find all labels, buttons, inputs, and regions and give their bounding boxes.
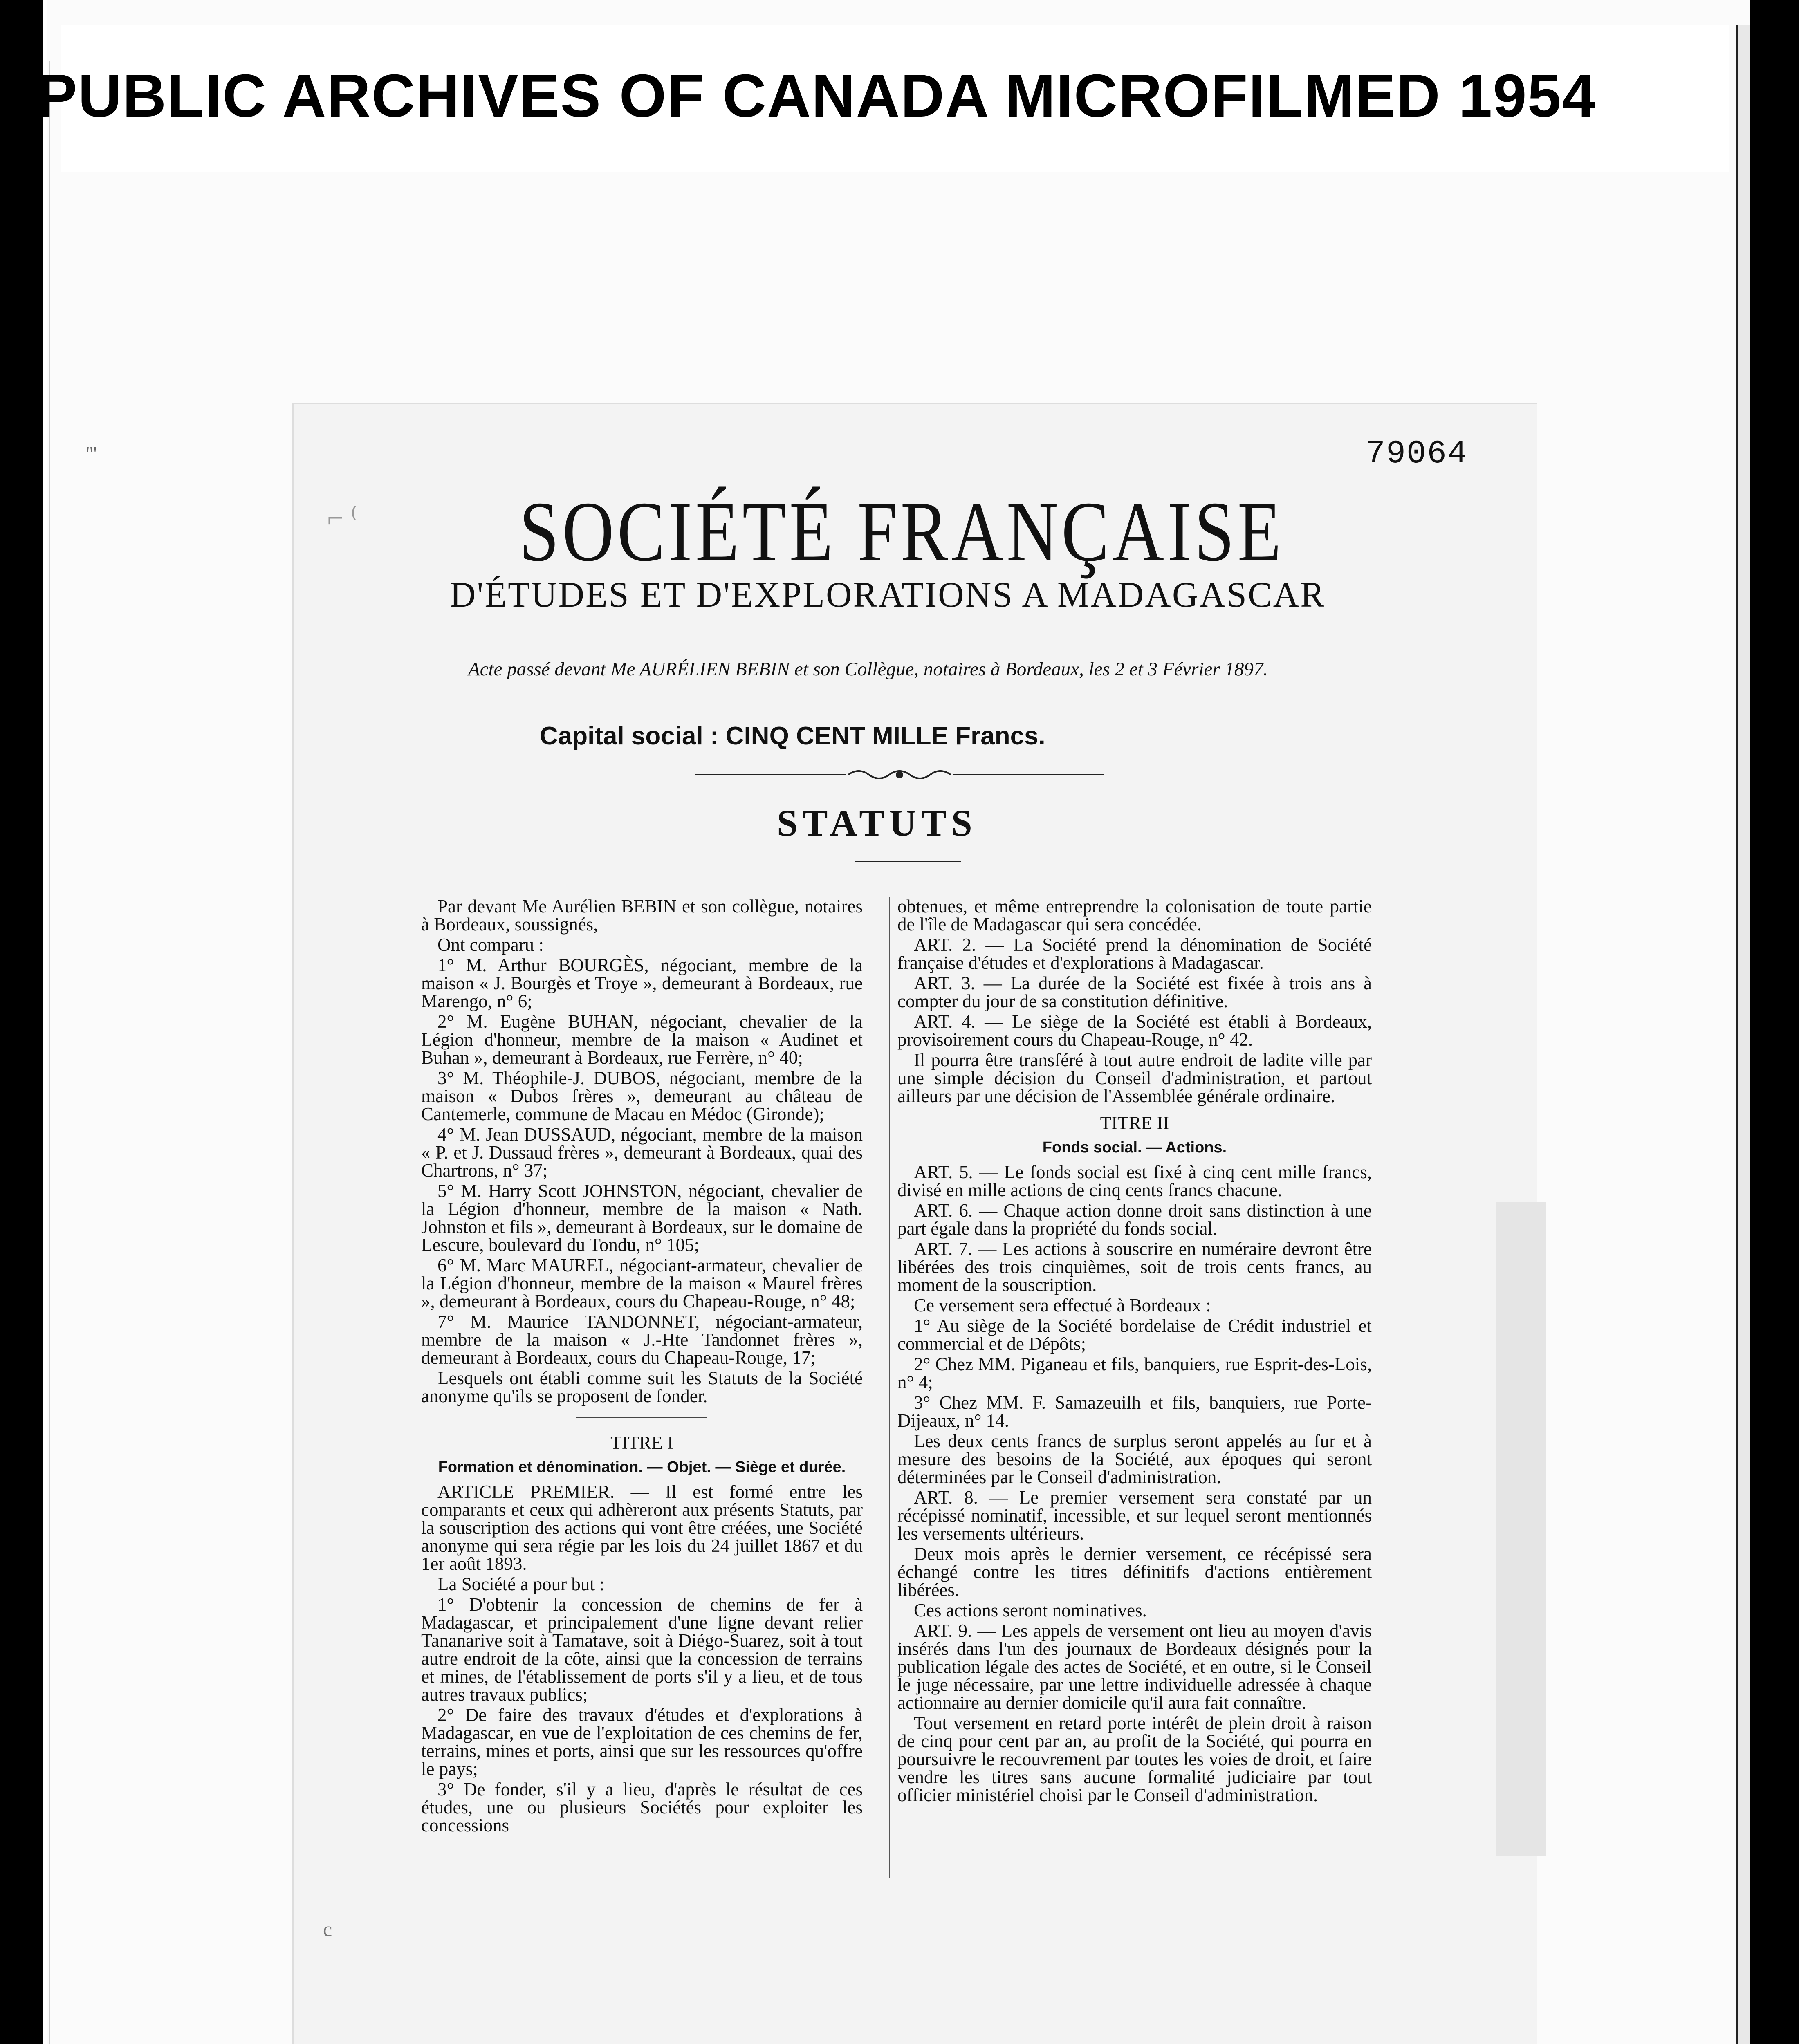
lesquels-paragraph: Lesquels ont établi comme suit les Statuts de la Société anonyme qu'ils se proposent de fonder. — [421, 1368, 863, 1406]
archive-header-text: PUBLIC ARCHIVES OF CANADA MICROFILMED 1954 — [37, 62, 1597, 130]
article-4: ART. 4. — Le siège de la Société est établi à Bordeaux, provisoirement cours du Chapeau-Rouge, n° 42. — [897, 1011, 1372, 1050]
article-7: ART. 7. — Les actions à souscrire en numéraire devront être libérées des trois cinquièmes, soit de trois cents francs, au moment de la souscription. — [897, 1239, 1372, 1295]
sheet-shadow — [1496, 1202, 1546, 1856]
column-divider — [889, 897, 890, 1878]
margin-mark: ⌐ ⁽ — [327, 502, 358, 534]
titre-1: TITRE I — [610, 1432, 673, 1453]
document-number: 79064 — [1366, 435, 1468, 473]
article-2: ART. 2. — La Société prend la dénomination de Société française d'études et d'explorations à Madagascar. — [897, 935, 1372, 973]
but-item: 1° D'obtenir la concession de chemins de fer à Madagascar, et principalement d'une ligne devant relier Tananarive soit à Tamatave, soit à Diégo-Suarez, soit à tout autre endroit de la côte, ainsi que la concession de terrains et mines, de l'établissement de ports s'il y a lieu, et de tous autres travaux publics; — [421, 1594, 863, 1705]
document-title: SOCIÉTÉ FRANÇAISE — [519, 484, 1285, 579]
member-entry: 3° M. Théophile-J. DUBOS, négociant, membre de la maison « Dubos frères », demeurant au château de Cantemerle, commune de Macau en Médoc (Gironde); — [421, 1068, 863, 1124]
member-entry: 6° M. Marc MAUREL, négociant-armateur, chevalier de la Légion d'honneur, membre de la maison « Maurel frères », demeurant à Bordeaux, cours du Chapeau-Rouge, n° 48; — [421, 1255, 863, 1311]
acte-line: Acte passé devant Me AURÉLIEN BEBIN et son Collègue, notaires à Bordeaux, les 2 et 3 Février 1897. — [468, 659, 1268, 680]
article-7-item: 3° Chez MM. F. Samazeuilh et fils, banquiers, rue Porte-Dijeaux, n° 14. — [897, 1392, 1372, 1431]
but-item: 3° De fonder, s'il y a lieu, d'après le résultat de ces études, une ou plusieurs Sociétés pour exploiter les concessions — [421, 1779, 863, 1836]
ornament-divider — [695, 766, 1104, 783]
article-5: ART. 5. — Le fonds social est fixé à cinq cent mille francs, divisé en mille actions de cinq cents francs chacune. — [897, 1162, 1372, 1200]
member-entry: 2° M. Eugène BUHAN, négociant, chevalier de la Légion d'honneur, membre de la maison « Audinet et Buhan », demeurant à Bordeaux, rue Ferrère, n° 40; — [421, 1011, 863, 1068]
continued-paragraph: obtenues, et même entreprendre la colonisation de toute partie de l'île de Madagascar qui sera concédée. — [897, 896, 1372, 935]
article-9-cont: Tout versement en retard porte intérêt de plein droit à raison de cinq pour cent par an, au profit de la Société, qui pourra en poursuivre le recouvrement par toutes les voies de droit, et faire vendre les titres sans aucune formalité judiciaire par tout officier ministériel choisi par le Conseil d'administration. — [897, 1713, 1372, 1805]
article-8-cont: Ces actions seront nominatives. — [914, 1600, 1147, 1620]
article-8-cont: Deux mois après le dernier versement, ce récépissé sera échangé contre les titres définitifs d'actions entièrement libérées. — [897, 1544, 1372, 1600]
statuts-underline — [855, 861, 961, 862]
but-intro: La Société a pour but : — [437, 1574, 605, 1594]
article-3: ART. 3. — La durée de la Société est fixée à trois ans à compter du jour de sa constitution définitive. — [897, 973, 1372, 1011]
member-entry: 7° M. Maurice TANDONNET, négociant-armateur, membre de la maison « J.-Hte Tandonnet frères », demeurant à Bordeaux, cours du Chapeau-Rouge, 17; — [421, 1311, 863, 1368]
titre-1-subtitle: Formation et dénomination. — Objet. — Siège et durée. — [438, 1459, 846, 1476]
article-premier: ARTICLE PREMIER. — Il est formé entre les comparants et ceux qui adhèreront aux présents Statuts, par la souscription des actions qui vont être créées, une Société anonyme qui sera régie par les lois du 24 juillet 1867 et du 1er août 1893. — [421, 1481, 863, 1574]
page-edge — [1736, 25, 1750, 2044]
member-entry: 4° M. Jean DUSSAUD, négociant, membre de la maison « P. et J. Dussaud frères », demeurant à Bordeaux, quai des Chartrons, n° 37; — [421, 1124, 863, 1181]
article-6: ART. 6. — Chaque action donne droit sans distinction à une part égale dans la propriété du fonds social. — [897, 1200, 1372, 1239]
ont-comparu: Ont comparu : — [437, 935, 544, 955]
article-4-cont: Il pourra être transféré à tout autre endroit de ladite ville par une simple décision du Conseil d'administration, et partout ailleurs par une décision de l'Assemblée générale ordinaire. — [897, 1050, 1372, 1106]
titre-2-subtitle: Fonds social. — Actions. — [1042, 1139, 1227, 1156]
article-9: ART. 9. — Les appels de versement ont lieu au moyen d'avis insérés dans l'un des journaux de Bordeaux désignés pour la publication légale des actes de Société, et en outre, si le Conseil le juge nécessaire, par une lettre individuelle adressée à chaque actionnaire au dernier domicile qu'il aura fait connaître. — [897, 1620, 1372, 1713]
left-column — [421, 897, 863, 1837]
margin-mark-bottom: c — [323, 1918, 332, 1941]
film-edge — [49, 61, 75, 2044]
article-8: ART. 8. — Le premier versement sera constaté par un récépissé nominatif, incessible, et sur lequel seront mentionnés les versements ultérieurs. — [897, 1487, 1372, 1544]
edge-mark: ''' — [86, 442, 97, 465]
section-separator — [576, 1417, 707, 1421]
article-7-item: 2° Chez MM. Piganeau et fils, banquiers, rue Esprit-des-Lois, n° 4; — [897, 1354, 1372, 1392]
intro-paragraph: Par devant Me Aurélien BEBIN et son collègue, notaires à Bordeaux, soussignés, — [421, 896, 863, 935]
article-7-item: 1° Au siège de la Société bordelaise de Crédit industriel et commercial et de Dépôts; — [897, 1316, 1372, 1354]
article-7-cont: Les deux cents francs de surplus seront appelés au fur et à mesure des besoins de la Société, aux époques qui seront déterminées par le Conseil d'administration. — [897, 1431, 1372, 1487]
right-column — [897, 897, 1372, 1806]
but-item: 2° De faire des travaux d'études et d'explorations à Madagascar, en vue de l'exploitation de ces chemins de fer, terrains, mines et ports, ainsi que sur les ressources qu'offre le pays; — [421, 1705, 863, 1779]
capital-line: Capital social : CINQ CENT MILLE Francs. — [540, 722, 1045, 750]
member-entry: 5° M. Harry Scott JOHNSTON, négociant, chevalier de la Légion d'honneur, membre de la maison « Nath. Johnston et fils », demeurant à Bordeaux, sur le domaine de Lescure, boulevard du Tondu, n° 105; — [421, 1181, 863, 1255]
article-7-cont: Ce versement sera effectué à Bordeaux : — [914, 1295, 1211, 1316]
titre-2: TITRE II — [1100, 1113, 1169, 1133]
statuts-heading: STATUTS — [777, 802, 977, 844]
member-entry: 1° M. Arthur BOURGÈS, négociant, membre de la maison « J. Bourgès et Troye », demeurant à Bordeaux, rue Marengo, n° 6; — [421, 955, 863, 1011]
document-subtitle: D'ÉTUDES ET D'EXPLORATIONS A MADAGASCAR — [450, 575, 1326, 615]
